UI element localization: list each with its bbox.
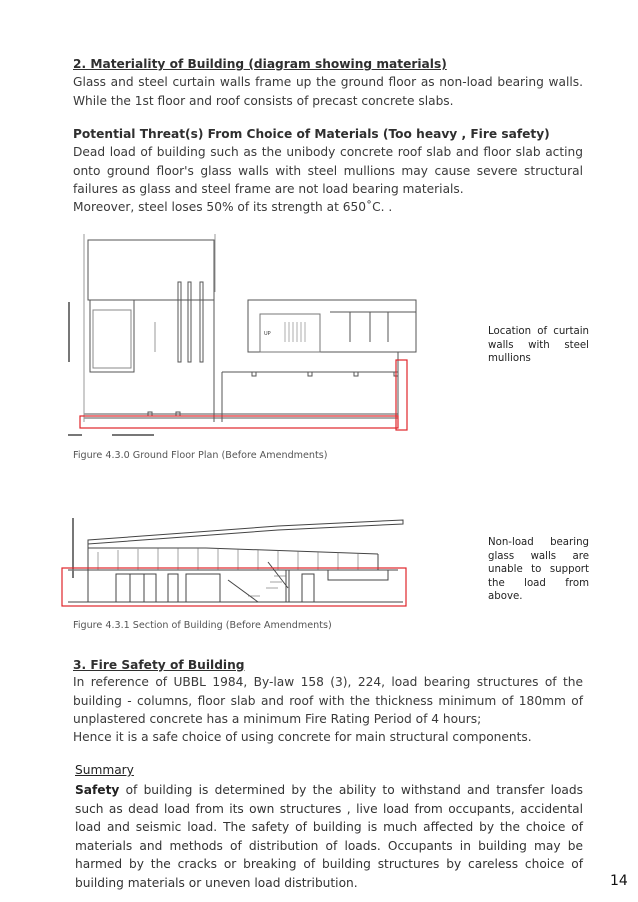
figure2-caption: Figure 4.3.1 Section of Building (Before Amendments) — [73, 620, 332, 631]
summary-paragraph — [75, 781, 583, 892]
section-roof — [88, 520, 403, 544]
plan-left-room — [90, 300, 134, 372]
figure1-caption: Figure 4.3.0 Ground Floor Plan (Before Amendments) — [73, 450, 328, 461]
threat-body-2: Moreover, steel loses 50% of its strength at 650˚C. . — [73, 200, 393, 214]
summary-bold-lead: Safety — [75, 783, 120, 797]
threat-heading: Potential Threat(s) From Choice of Materials (Too heavy , Fire safety) — [73, 127, 550, 141]
section3-body-2: Hence it is a safe choice of using concrete for main structural components. — [73, 730, 532, 744]
section3-heading: 3. Fire Safety of Building — [73, 658, 245, 672]
summary-body: of building is determined by the ability to withstand and transfer loads such as dead load from its own structures , live load from occupants, accidental load and seismic load. The safety of building is much affected by the choice of materials and methods of distribution of loads. Occupants in building may be harmed by the cracks or breaking of building structures by careless choice of building materials or uneven load distribution. — [75, 783, 583, 890]
summary-heading: Summary — [75, 763, 134, 777]
section-figure — [58, 512, 410, 610]
page-number: 14 — [610, 873, 628, 889]
section3-body-1: In reference of UBBL 1984, By-law 158 (3), 224, load bearing structures of the building - columns, floor slab and roof with the thickness minimum of 180mm of unplastered concrete has a minimum Fire Rating Period of 4 hours; — [73, 675, 583, 726]
section2-body: Glass and steel curtain walls frame up the ground floor as non-load bearing walls. While the 1st floor and roof consists of precast concrete slabs. — [73, 75, 583, 108]
plan-up-label: UP — [264, 331, 271, 337]
section2-heading: 2. Materiality of Building (diagram showing materials) — [73, 57, 447, 71]
plan-right-block — [248, 300, 416, 352]
glass-wall-highlight — [62, 568, 406, 606]
section-note: Non-load bearing glass walls are unable to support the load from above. — [488, 537, 589, 602]
threat-body-1: Dead load of building such as the unibody concrete roof slab and floor slab acting onto ground floor's glass walls with steel mullions may cause severe structural failures as glass and steel frame are not load bearing materials. — [73, 145, 583, 196]
plan-upper-block — [88, 240, 214, 300]
plan-note: Location of curtain walls with steel mullions — [488, 326, 589, 364]
ground-floor-plan-figure — [60, 232, 420, 444]
